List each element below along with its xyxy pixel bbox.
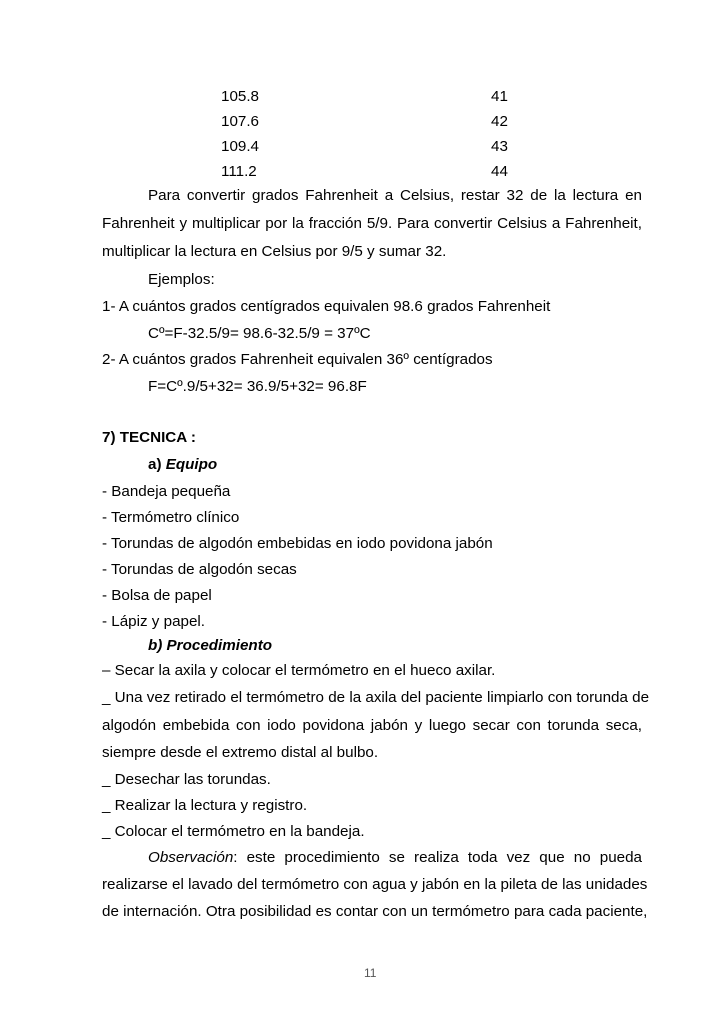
equipo-item: - Torundas de algodón embebidas en iodo povidona jabón	[102, 535, 493, 552]
equipo-prefix: a)	[148, 456, 166, 473]
observacion-line: realizarse el lavado del termómetro con agua y jabón en la pileta de las unidades	[102, 876, 648, 893]
table-row	[0, 86, 728, 108]
example-question: 1- A cuántos grados centígrados equivalen 98.6 grados Fahrenheit	[102, 298, 551, 315]
observacion-line: de internación. Otra posibilidad es contar con un termómetro para cada paciente,	[102, 903, 648, 920]
equipo-item: - Termómetro clínico	[102, 509, 240, 526]
fahrenheit-value: 111.2	[221, 163, 257, 180]
example-question: 2- A cuántos grados Fahrenheit equivalen 36º centígrados	[102, 351, 493, 368]
example-formula: Cº=F-32.5/9= 98.6-32.5/9 = 37ºC	[148, 325, 371, 342]
procedimiento-step-line: _ Una vez retirado el termómetro de la axila del paciente limpiarlo con torunda de	[102, 689, 650, 706]
page-number: 11	[364, 966, 377, 980]
example-formula: F=Cº.9/5+32= 36.9/5+32= 96.8F	[148, 378, 367, 395]
celsius-value: 43	[491, 138, 508, 155]
conversion-paragraph-line: Para convertir grados Fahrenheit a Celsius, restar 32 de la lectura en	[148, 187, 642, 204]
procedimiento-heading: b) Procedimiento	[148, 637, 273, 654]
procedimiento-step: _ Colocar el termómetro en la bandeja.	[102, 823, 365, 840]
celsius-value: 44	[491, 163, 508, 180]
conversion-paragraph-line: multiplicar la lectura en Celsius por 9/5 y sumar 32.	[102, 243, 447, 260]
equipo-item: - Torundas de algodón secas	[102, 561, 297, 578]
table-row	[0, 136, 728, 158]
table-row	[0, 161, 728, 183]
procedimiento-step: _ Desechar las torundas.	[102, 771, 271, 788]
equipo-heading	[148, 453, 642, 477]
celsius-value: 42	[491, 113, 508, 130]
celsius-value: 41	[491, 88, 508, 105]
fahrenheit-value: 105.8	[221, 88, 260, 105]
equipo-title: Equipo	[165, 456, 218, 473]
procedimiento-step: – Secar la axila y colocar el termómetro en el hueco axilar.	[102, 662, 496, 679]
equipo-item: - Bolsa de papel	[102, 587, 212, 604]
observacion-line	[148, 846, 642, 870]
section-heading: 7) TECNICA :	[102, 429, 196, 446]
table-row	[0, 111, 728, 133]
equipo-item: - Bandeja pequeña	[102, 483, 231, 500]
examples-heading: Ejemplos:	[148, 271, 215, 288]
fahrenheit-value: 109.4	[221, 138, 260, 155]
observacion-text: : este procedimiento se realiza toda vez que no pueda	[233, 849, 642, 866]
procedimiento-step-line: algodón embebida con iodo povidona jabón y luego secar con torunda seca,	[102, 717, 642, 734]
observacion-label: Observación	[148, 849, 234, 866]
procedimiento-step: _ Realizar la lectura y registro.	[102, 797, 308, 814]
procedimiento-step-line: siempre desde el extremo distal al bulbo.	[102, 744, 379, 761]
conversion-paragraph-line: Fahrenheit y multiplicar por la fracción 5/9. Para convertir Celsius a Fahrenheit,	[102, 215, 642, 232]
fahrenheit-value: 107.6	[221, 113, 260, 130]
equipo-item: - Lápiz y papel.	[102, 613, 205, 630]
